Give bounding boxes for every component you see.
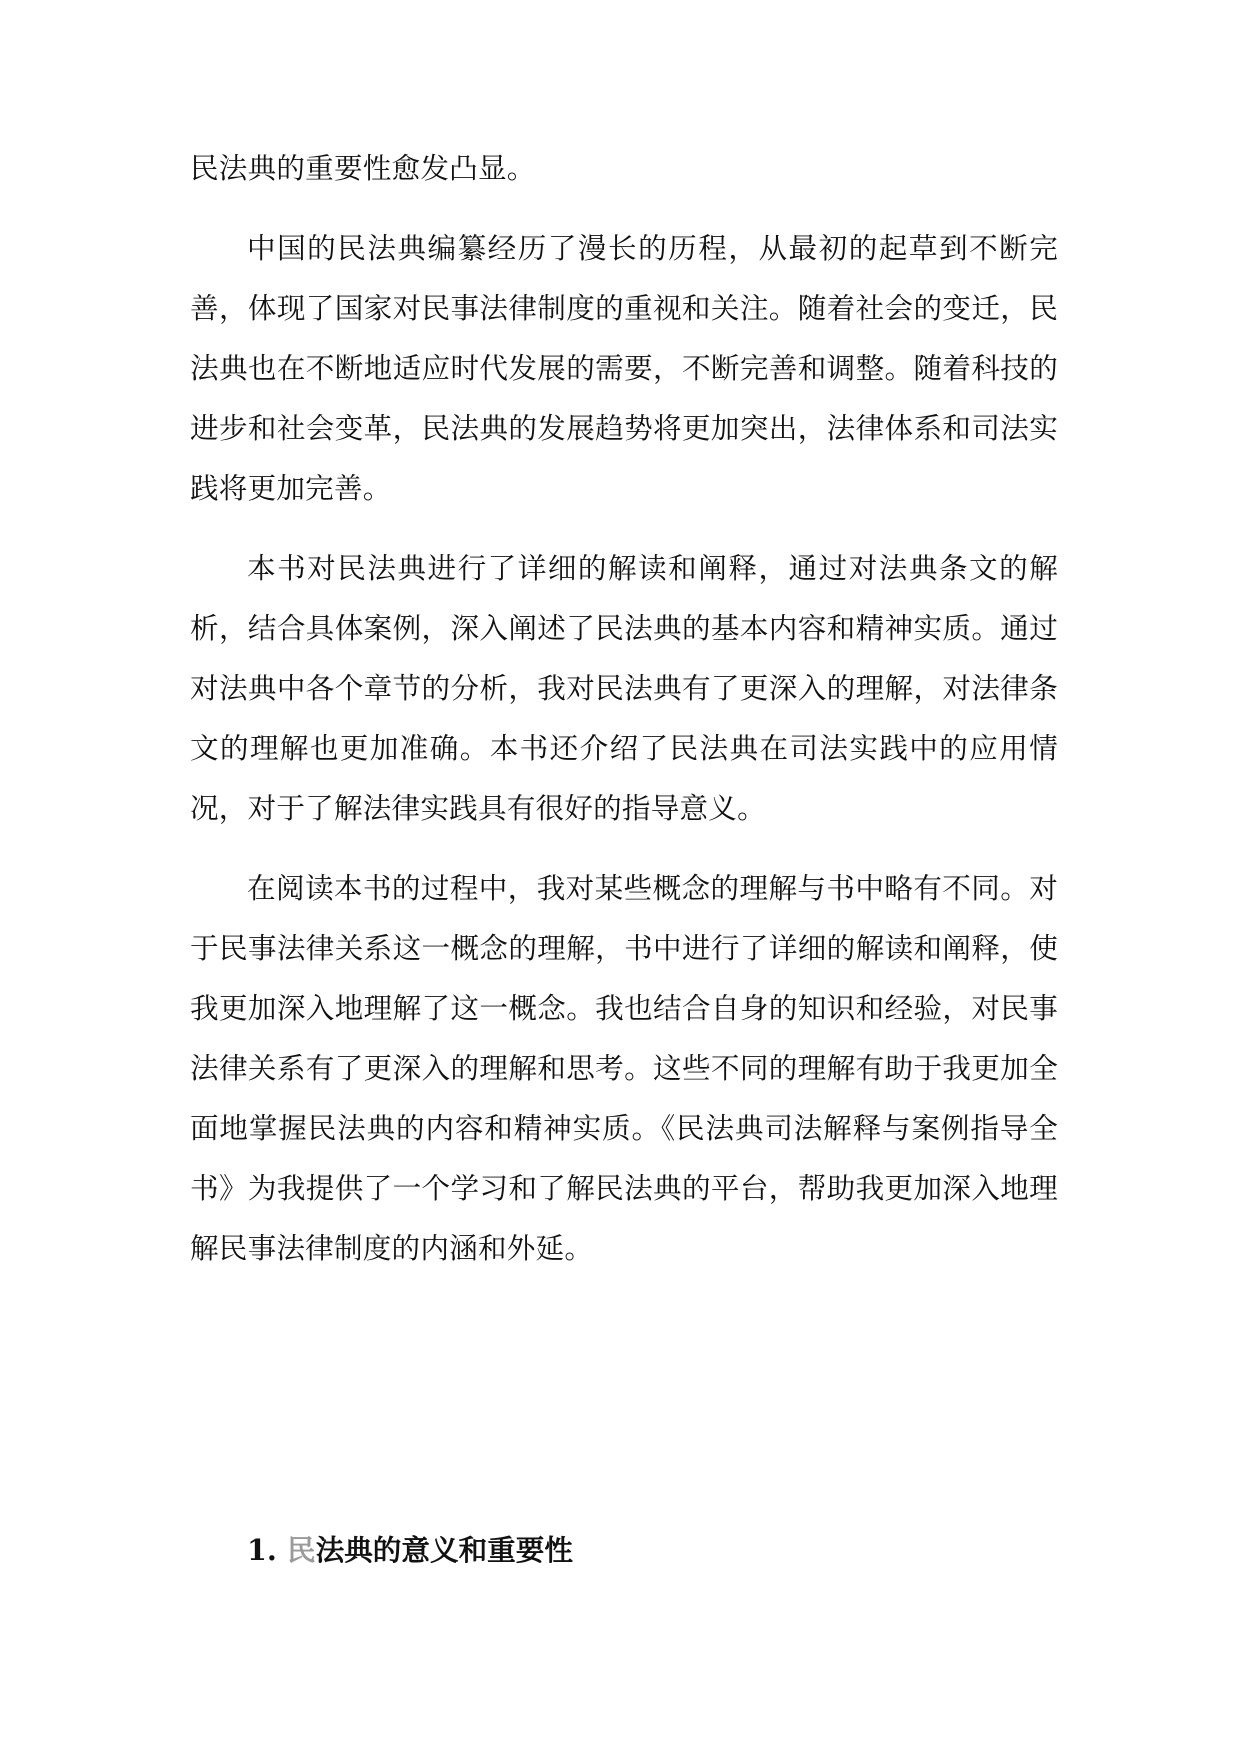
paragraph-4: 在阅读本书的过程中，我对某些概念的理解与书中略有不同。对于民事法律关系这一概念的理解，书中进行了详细的解读和阐释，使我更加深入地理解了这一概念。我也结合自身的知识和经验，对民事法律关系有了更深入的理解和思考。这些不同的理解有助于我更加全面地掌握民法典的内容和精神实质。《民法典司法解释与案例指导全书》为我提供了一个学习和了解民法典的平台，帮助我更加深入地理解民事法律制度的内涵和外延。: [190, 871, 1058, 1265]
paragraph-3: 本书对民法典进行了详细的解读和阐释，通过对法典条文的解析，结合具体案例，深入阐述了民法典的基本内容和精神实质。通过对法典中各个章节的分析，我对民法典有了更深入的理解，对法律条文的理解也更加准确。本书还介绍了民法典在司法实践中的应用情况，对于了解法律实践具有很好的指导意义。: [190, 551, 1058, 825]
section-heading: [247, 1520, 573, 1580]
section-heading-first-char: 民: [287, 1533, 316, 1567]
paragraph-2: 中国的民法典编纂经历了漫长的历程，从最初的起草到不断完善，体现了国家对民事法律制度的重视和关注。随着社会的变迁，民法典也在不断地适应时代发展的需要，不断完善和调整。随着科技的进步和社会变革，民法典的发展趋势将更加突出，法律体系和司法实践将更加完善。: [190, 231, 1058, 505]
paragraph-1: 民法典的重要性愈发凸显。: [190, 151, 536, 185]
body-text: [190, 138, 1058, 1298]
section-heading-text: 法典的意义和重要性: [315, 1533, 573, 1567]
section-number: 1.: [247, 1533, 277, 1567]
